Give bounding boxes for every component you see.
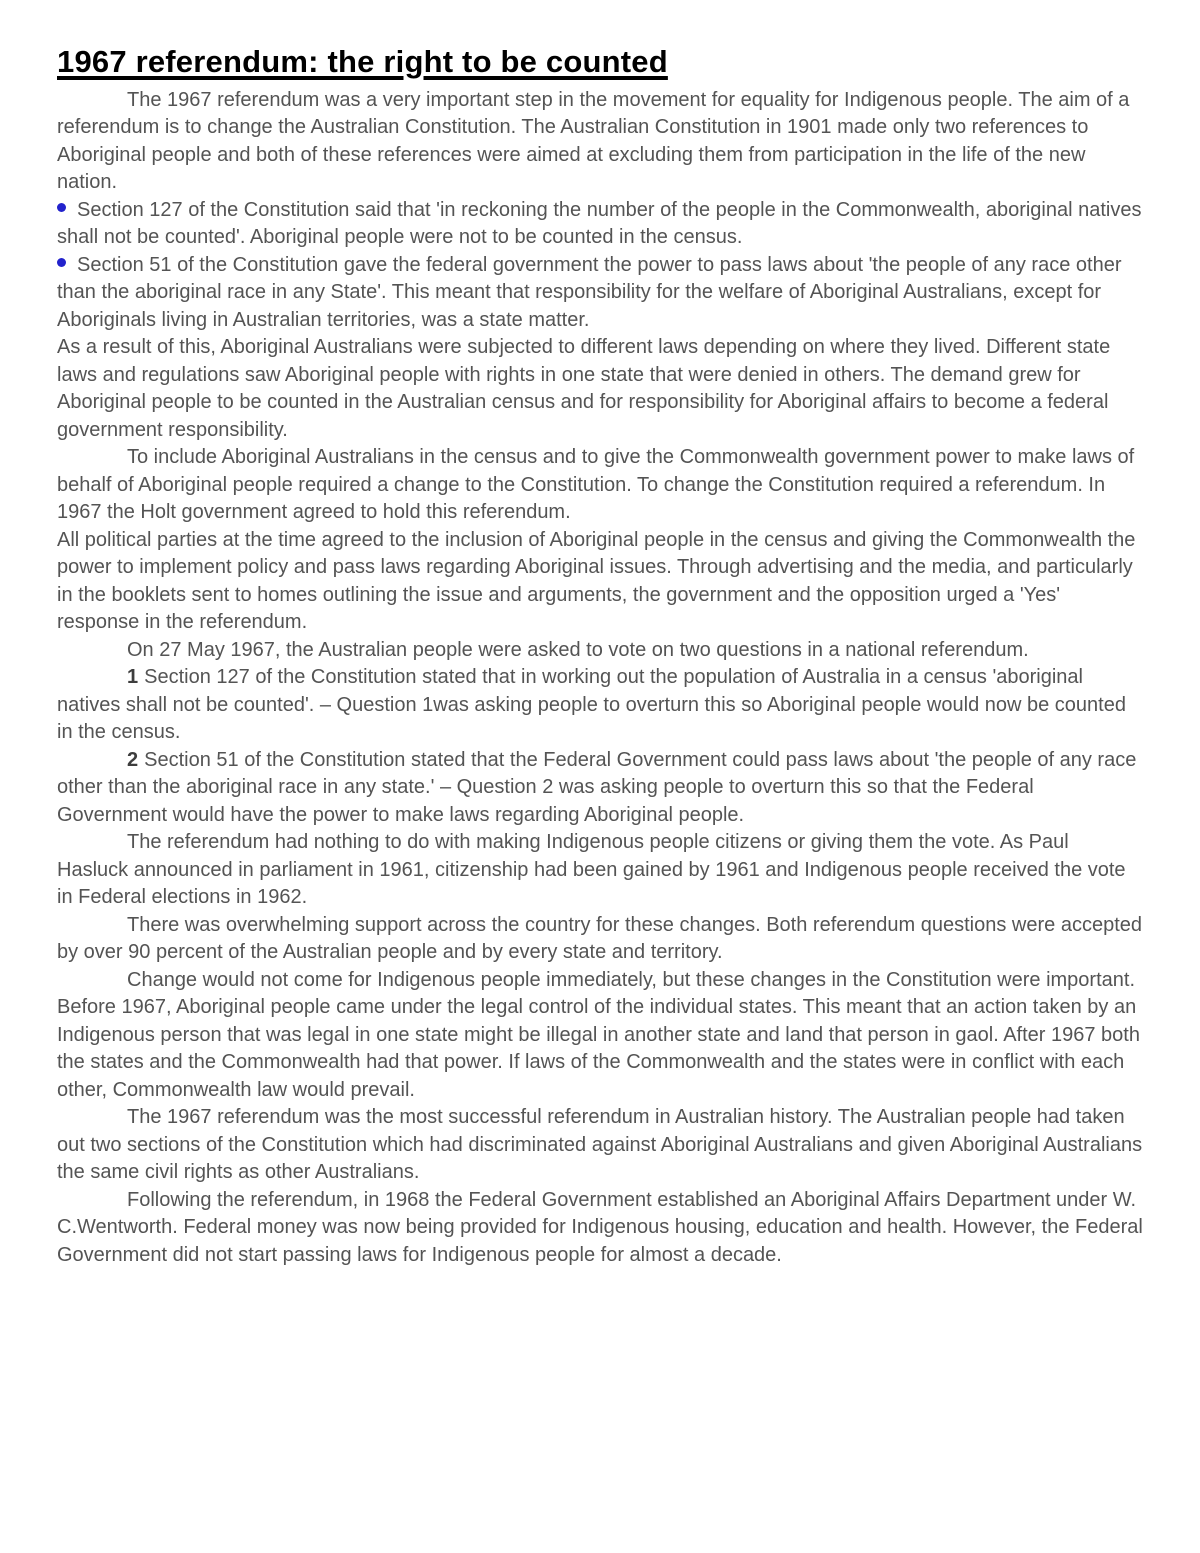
bullet-text: Section 127 of the Constitution said that 'in reckoning the number of the people in the Commonwealth, aboriginal natives shall not be counted'. Aboriginal people were not to be counted in the census. bbox=[57, 198, 1142, 249]
document-body bbox=[57, 87, 1145, 1270]
paragraph-most-successful: The 1967 referendum was the most successful referendum in Australian history. The Australian people had taken out two sections of the Constitution which had discriminated against Aboriginal Australians and given Aboriginal Australians the same civil rights as other Australians. bbox=[57, 1106, 1143, 1184]
numbered-item-question-1 bbox=[57, 664, 1145, 747]
item-number: 2 bbox=[127, 748, 139, 771]
numbered-item-question-2 bbox=[57, 747, 1145, 830]
bullet-item-section-127 bbox=[57, 197, 1145, 252]
paragraph-support: There was overwhelming support across the country for these changes. Both referendum questions were accepted by over 90 percent of the Australian people and by every state and territory. bbox=[57, 913, 1142, 964]
paragraph-intro: The 1967 referendum was a very important step in the movement for equality for Indigenous people. The aim of a referendum is to change the Australian Constitution. The Australian Constitution in 1901 made only two references to Aboriginal people and both of these references were aimed at excluding them from participation in the life of the new nation. bbox=[57, 88, 1130, 194]
paragraph-include-census: To include Aboriginal Australians in the census and to give the Commonwealth government power to make laws of behalf of Aboriginal people required a change to the Constitution. To change the Constitution required a referendum. In 1967 the Holt government agreed to hold this referendum. bbox=[57, 446, 1135, 524]
paragraph-citizenship: The referendum had nothing to do with making Indigenous people citizens or giving them the vote. As Paul Hasluck announced in parliament in 1961, citizenship had been gained by 1961 and Indigenous people received the vote in Federal elections in 1962. bbox=[57, 831, 1126, 909]
bullet-text: Section 51 of the Constitution gave the federal government the power to pass laws about 'the people of any race other than the aboriginal race in any State'. This meant that responsibility for the welfare of Aboriginal Australians, except for Aboriginals living in Australian territories, was a state matter. bbox=[57, 253, 1122, 331]
numbered-text: Section 51 of the Constitution stated that the Federal Government could pass laws about 'the people of any race other than the aboriginal race in any state.' – Question 2 was asking people to overturn this so that the Federal Government would have the power to make laws regarding Aboriginal people. bbox=[57, 748, 1137, 826]
bullet-dot-icon bbox=[57, 258, 66, 267]
bullet-item-section-51 bbox=[57, 252, 1145, 335]
paragraph-change: Change would not come for Indigenous people immediately, but these changes in the Constitution were important. Before 1967, Aboriginal people came under the legal control of the individual states. This meant that an action taken by an Indigenous person that was legal in one state might be illegal in another state and land that person in gaol. After 1967 both the states and the Commonwealth had that power. If laws of the Commonwealth and the states were in conflict with each other, Commonwealth law would prevail. bbox=[57, 968, 1140, 1101]
document-title: 1967 referendum: the right to be counted bbox=[57, 44, 668, 79]
paragraph-political-parties: All political parties at the time agreed to the inclusion of Aboriginal people in the census and giving the Commonwealth the power to implement policy and pass laws regarding Aboriginal issues. Through advertising and the media, and particularly in the booklets sent to homes outlining the issue and arguments, the government and the opposition urged a 'Yes' response in the referendum. bbox=[57, 528, 1136, 634]
paragraph-following: Following the referendum, in 1968 the Federal Government established an Aboriginal Affairs Department under W. C.Wentworth. Federal money was now being provided for Indigenous housing, education and health. However, the Federal Government did not start passing laws for Indigenous people for almost a decade. bbox=[57, 1188, 1143, 1266]
numbered-text: Section 127 of the Constitution stated that in working out the population of Australia in a census 'aboriginal natives shall not be counted'. – Question 1was asking people to overturn this so Aboriginal people would now be counted in the census. bbox=[57, 666, 1126, 744]
paragraph-vote-date: On 27 May 1967, the Australian people were asked to vote on two questions in a national referendum. bbox=[127, 638, 1029, 661]
bullet-dot-icon bbox=[57, 203, 66, 212]
paragraph-result: As a result of this, Aboriginal Australians were subjected to different laws depending on where they lived. Different state laws and regulations saw Aboriginal people with rights in one state that were denied in others. The demand grew for Aboriginal people to be counted in the Australian census and for responsibility for Aboriginal affairs to become a federal government responsibility. bbox=[57, 336, 1111, 441]
item-number: 1 bbox=[127, 666, 139, 689]
